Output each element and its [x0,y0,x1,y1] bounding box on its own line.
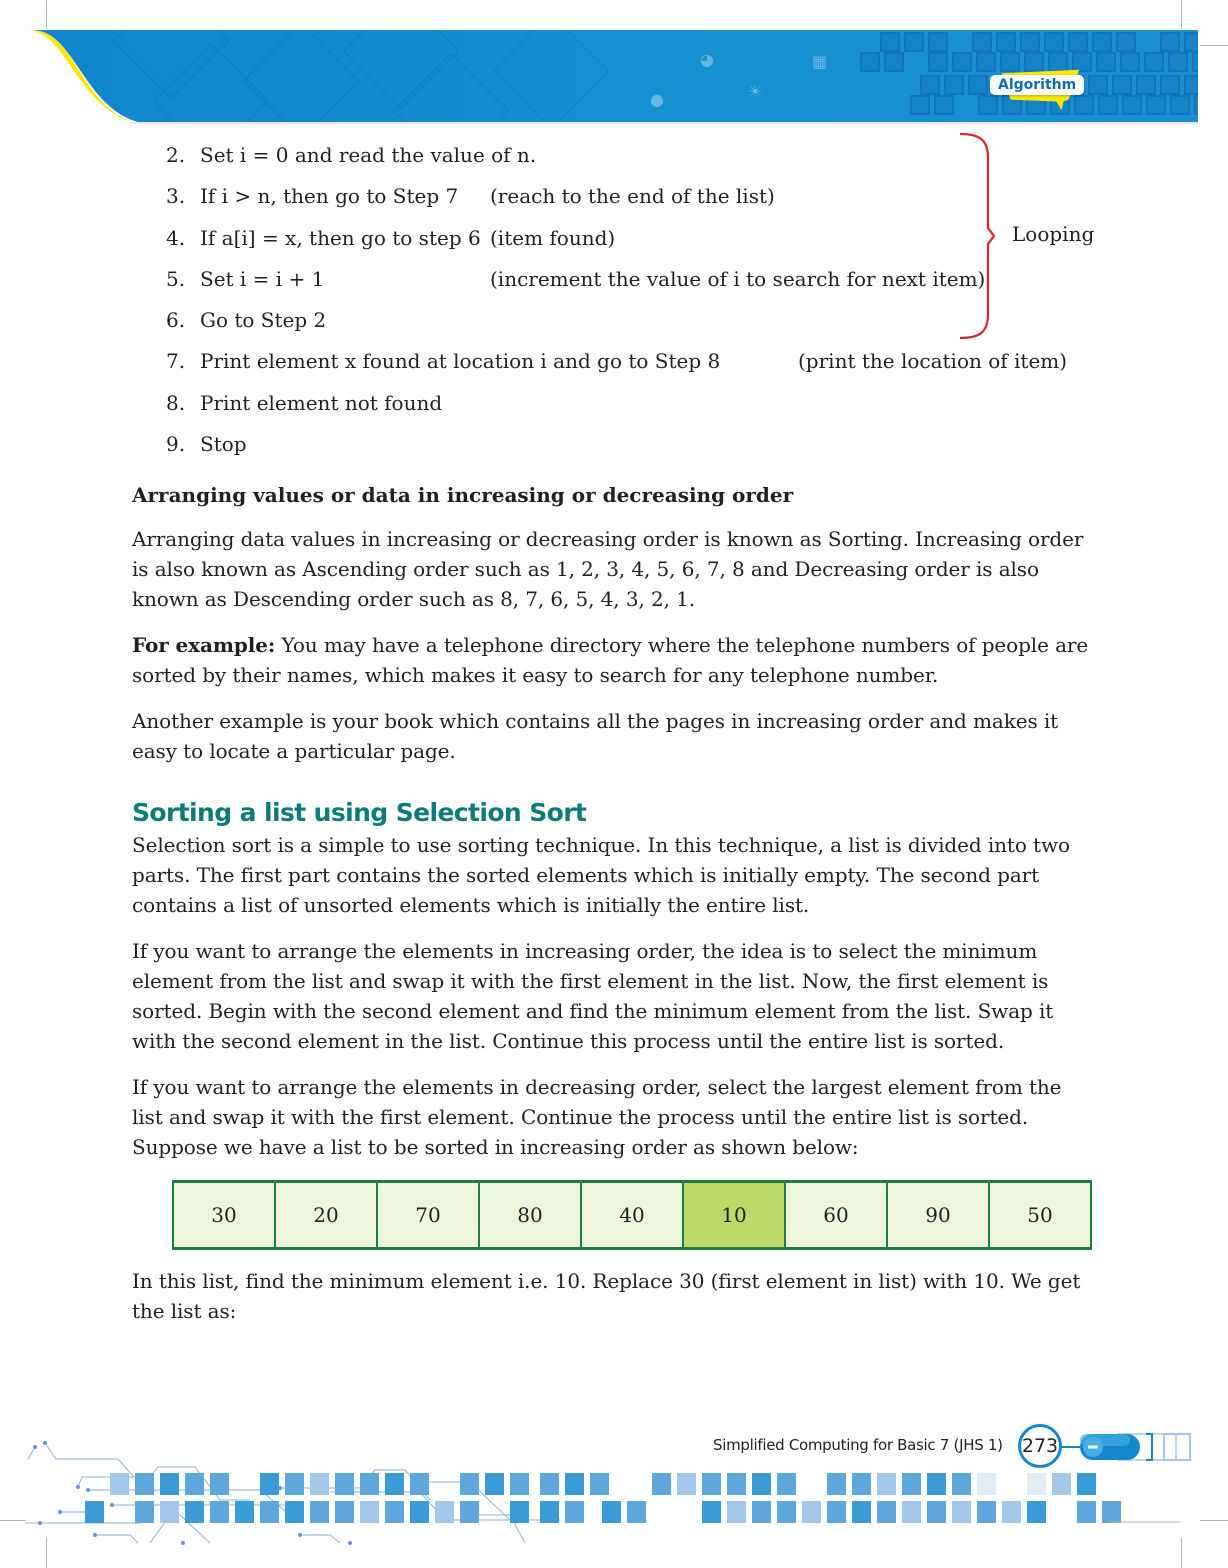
algorithm-step: 9. Stop [166,432,247,457]
array-cell: 70 [378,1183,480,1247]
array-cell: 30 [174,1183,276,1247]
paragraph: In this list, find the minimum element i.e. 10. Replace 30 (first element in list) with 10. We get the list as: [132,1269,1081,1323]
crop-mark [1200,45,1228,46]
loop-label: Looping [1012,222,1095,246]
keyboard-pattern [880,32,1198,52]
algorithm-step: 6. Go to Step 2 [166,308,327,333]
section-heading: Arranging values or data in increasing or decreasing order [132,483,794,508]
array-cell: 50 [990,1183,1090,1247]
array-cell: 80 [480,1183,582,1247]
array-cell: 20 [276,1183,378,1247]
algorithm-step: 4. If a[i] = x, then go to step 6 (item found) [132,221,1097,262]
array-cell: 60 [786,1183,888,1247]
paragraph: For example: You may have a telephone directory where the telephone numbers of people are sorted by their names, which makes it easy to search for any telephone number. [132,633,1089,688]
step-note: (item found) [490,225,616,250]
page-content [132,138,1097,1178]
algorithm-step: 2. Set i = 0 and read the value of n. [166,143,537,167]
array-cell: 90 [888,1183,990,1247]
yellow-swoosh [0,30,160,125]
example-label: For example: [132,633,276,658]
lightbulb-icon: ☀ [748,82,763,101]
array-table [172,1180,1092,1250]
calculator-icon: ▦ [812,52,828,71]
wifi-icon: ◕ [700,50,714,69]
loop-brace [960,132,1010,342]
paragraph: If you want to arrange the elements in increasing order, the idea is to select the minimum element from the list and swap it with the first element in the list. Now, the first element is sorted. Begin with the second element and find the minimum element from the list. Swap it with the second element in the list. Continue this process until the entire list is sorted. [132,939,1054,1054]
algorithm-steps [132,138,1097,468]
algorithm-step: 7. Print element x found at location i and go to Step 8 (print the location of item) [132,344,1097,385]
book-title: Simplified Computing for Basic 7 (JHS 1) [713,1436,1003,1454]
section-title: Sorting a list using Selection Sort [132,798,587,828]
array-cell: 40 [582,1183,684,1247]
globe-icon: ● [650,90,664,109]
array-cell-highlighted: 10 [684,1183,786,1247]
paragraph: Another example is your book which contains all the pages in increasing order and makes it easy to locate a particular page. [132,709,1059,764]
paragraph: Arranging data values in increasing or decreasing order is known as Sorting. Increasing order is also known as Ascending order such as 1, 2, 3, 4, 5, 6, 7, 8 and Decreasing order is also known as Descending order such as 8, 7, 6, 5, 4, 3, 2, 1. [132,527,1084,612]
page-number: 273 [1018,1424,1062,1468]
crop-mark [1181,0,1182,28]
crop-mark [46,0,47,28]
chapter-tag-label: Algorithm [990,75,1084,95]
step-note: (increment the value of i to search for next item) [490,266,986,291]
algorithm-step: 8. Print element not found [166,390,443,415]
algorithm-step: 3. If i > n, then go to Step 7 (reach to the end of the list) [132,179,1097,220]
step-note: (reach to the end of the list) [490,184,775,209]
toggle-decoration [1060,1430,1200,1464]
algorithm-step: 5. Set i = i + 1 (increment the value of i to search for next item) [132,262,1097,303]
paragraph: If you want to arrange the elements in decreasing order, select the largest element from the list and swap it with the first element. Continue the process until the entire list is sorted. Suppose we have a list to be sorted in increasing order as shown below: [132,1075,1062,1160]
paragraph: Selection sort is a simple to use sorting technique. In this technique, a list is divided into two parts. The first part contains the sorted elements which is initially empty. The second part contains a list of unsorted elements which is initially the entire list. [132,833,1070,918]
step-note: (print the location of item) [798,349,1068,374]
